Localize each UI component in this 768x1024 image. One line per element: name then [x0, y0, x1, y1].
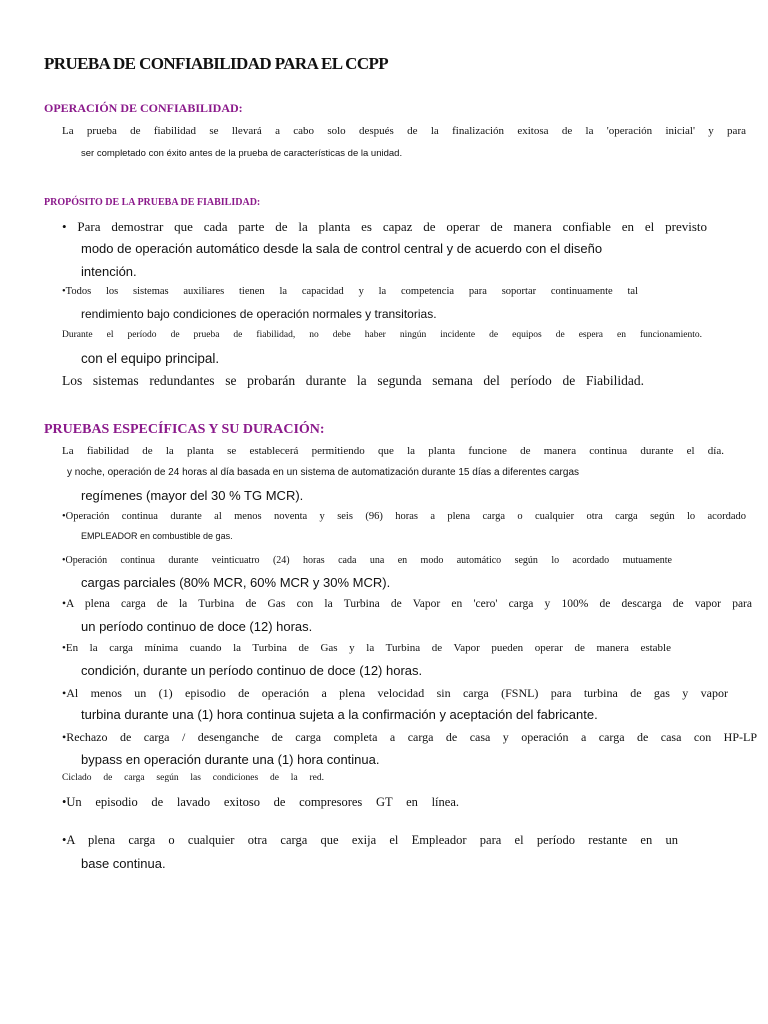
text-line: bypass en operación durante una (1) hora continua.: [81, 752, 380, 767]
bullet-item: •Operación continua durante al menos noventa y seis (96) horas a plena carga o cualquier otra carga según lo acordado: [62, 511, 746, 522]
section-heading-pruebas: PRUEBAS ESPECÍFICAS Y SU DURACIÓN:: [44, 422, 325, 437]
text-line: con el equipo principal.: [81, 351, 220, 366]
text-line: condición, durante un período continuo de doce (12) horas.: [81, 663, 423, 678]
page-title: PRUEBA DE CONFIABILIDAD PARA EL CCPP: [44, 54, 389, 73]
bullet-item: •Un episodio de lavado exitoso de compresores GT en línea.: [62, 795, 459, 809]
text-line: turbina durante una (1) hora continua sujeta a la confirmación y aceptación del fabricante.: [81, 707, 598, 722]
text-line: y noche, operación de 24 horas al día basada en un sistema de automatización durante 15 días a diferentes cargas: [67, 467, 580, 478]
text-line: intención.: [81, 264, 137, 279]
section-heading-proposito: PROPÓSITO DE LA PRUEBA DE FIABILIDAD:: [44, 197, 261, 208]
text-line: regímenes (mayor del 30 % TG MCR).: [81, 488, 304, 503]
text-line: ser completado con éxito antes de la prueba de características de la unidad.: [81, 148, 403, 159]
section-heading-operacion: OPERACIÓN DE CONFIABILIDAD:: [44, 101, 243, 115]
bullet-item: •Al menos un (1) episodio de operación a plena velocidad sin carga (FSNL) para turbina de gas y vapor: [62, 686, 728, 700]
bullet-item: •Todos los sistemas auxiliares tienen la capacidad y la competencia para soportar continuamente tal: [62, 286, 638, 297]
text-line: Durante el período de prueba de fiabilidad, no debe haber ningún incidente de equipos de espera en funcionamiento.: [62, 330, 702, 340]
text-line: rendimiento bajo condiciones de operación normales y transitorias.: [81, 307, 437, 321]
bullet-item: •Rechazo de carga / desenganche de carga completa a carga de casa y operación a carga de casa con HP-LP: [62, 730, 757, 744]
bullet-item: •Operación continua durante veinticuatro (24) horas cada una en modo automático según lo acordado mutuamente: [62, 555, 672, 566]
bullet-item: •A plena carga de la Turbina de Gas con la Turbina de Vapor en 'cero' carga y 100% de descarga de vapor para: [62, 598, 752, 610]
text-line: un período continuo de doce (12) horas.: [81, 619, 313, 634]
text-line: modo de operación automático desde la sala de control central y de acuerdo con el diseño: [81, 241, 603, 256]
bullet-item: •En la carga mínima cuando la Turbina de Gas y la Turbina de Vapor pueden operar de manera estable: [62, 642, 671, 654]
bullet-item: •A plena carga o cualquier otra carga que exija el Empleador para el período restante en un: [62, 833, 678, 847]
text-line: base continua.: [81, 856, 166, 871]
text-line: EMPLEADOR en combustible de gas.: [81, 531, 233, 541]
text-line: La fiabilidad de la planta se establecerá permitiendo que la planta funcione de manera continua durante el día.: [62, 445, 724, 457]
bullet-item: • Para demostrar que cada parte de la planta es capaz de operar de manera confiable en el previsto: [62, 219, 707, 234]
text-line: Los sistemas redundantes se probarán durante la segunda semana del período de Fiabilidad.: [62, 373, 644, 388]
text-line: Ciclado de carga según las condiciones de la red.: [62, 773, 324, 783]
text-line: cargas parciales (80% MCR, 60% MCR y 30% MCR).: [81, 575, 391, 590]
text-line: La prueba de fiabilidad se llevará a cabo solo después de la finalización exitosa de la 'operación inicial' y para: [62, 125, 746, 137]
